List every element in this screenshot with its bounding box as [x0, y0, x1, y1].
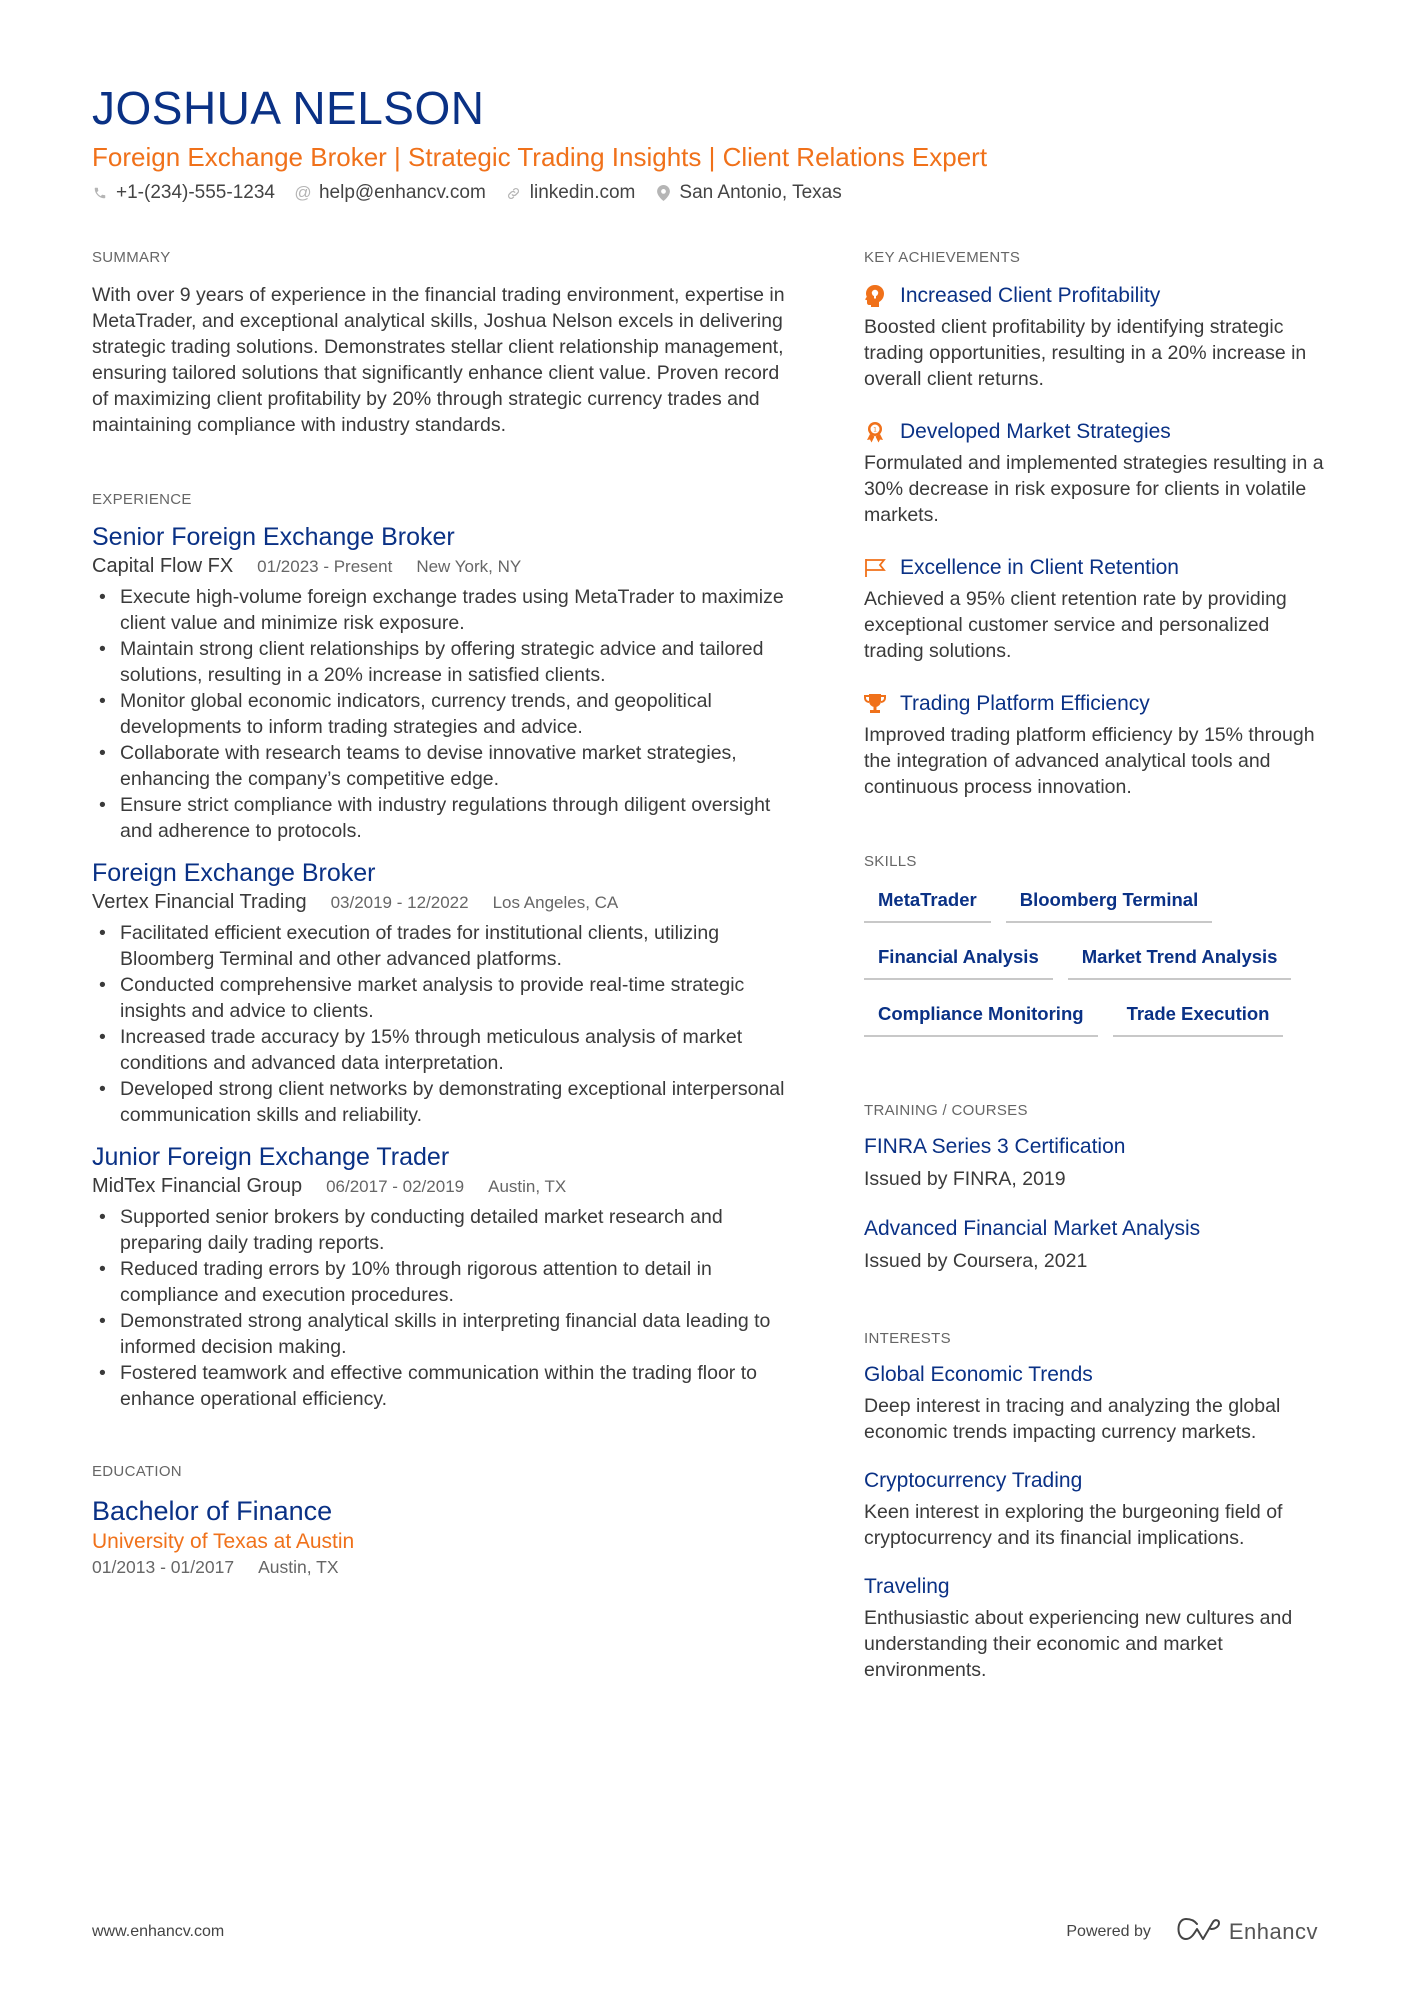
job-location: Los Angeles, CA — [492, 893, 619, 912]
bullet: • Maintain strong client relationships by offering strategic advice and tailored solutions, resulting in a 20% increase in satisfied clients. — [92, 636, 792, 688]
experience-item — [92, 1142, 792, 1412]
job-bullets — [92, 920, 792, 1128]
left-column — [92, 248, 792, 1579]
achievement-item — [864, 554, 1334, 664]
job-dates: 06/2017 - 02/2019 — [326, 1177, 465, 1196]
section-title-achievements: KEY ACHIEVEMENTS — [864, 249, 1021, 266]
skill-tag: MetaTrader — [864, 880, 991, 923]
skill-tag: Bloomberg Terminal — [1006, 880, 1213, 923]
achievement-title: Trading Platform Efficiency — [900, 692, 1150, 715]
achievement-header — [864, 690, 1334, 718]
bullet: • Increased trade accuracy by 15% through meticulous analysis of market conditions and advanced data interpretation. — [92, 1024, 792, 1076]
interest-item — [864, 1573, 1334, 1683]
contact-email[interactable] — [295, 180, 486, 206]
section-title-training: TRAINING / COURSES — [864, 1102, 1028, 1119]
head-lightbulb-icon — [864, 285, 886, 307]
contact-location — [655, 180, 841, 206]
powered-by-label: Powered by — [1066, 1922, 1151, 1940]
course-title: Advanced Financial Market Analysis — [864, 1217, 1201, 1240]
education-dates: 01/2013 - 01/2017 — [92, 1557, 235, 1577]
interest-title: Global Economic Trends — [864, 1363, 1093, 1386]
contact-email-text[interactable]: help@enhancv.com — [318, 182, 486, 203]
achievement-desc: Improved trading platform efficiency by 15% through the integration of advanced analytical tools and continuous process innovation. — [864, 724, 1315, 798]
achievements-section — [864, 248, 1334, 800]
interest-title: Cryptocurrency Trading — [864, 1469, 1083, 1492]
skills-section — [864, 852, 1334, 1051]
skill-tag: Financial Analysis — [864, 937, 1053, 980]
achievement-header — [864, 282, 1334, 310]
enhancv-logo-text: Enhancv — [1228, 1918, 1318, 1944]
training-section — [864, 1101, 1334, 1275]
degree-title: Bachelor of Finance — [92, 1496, 333, 1526]
interest-title: Traveling — [864, 1575, 950, 1598]
course-issuer: Issued by FINRA, 2019 — [864, 1168, 1066, 1190]
job-meta — [92, 889, 792, 916]
section-title-education: EDUCATION — [92, 1463, 182, 1480]
enhancv-logo[interactable] — [1177, 1918, 1318, 1945]
footer-url-link[interactable]: www.enhancv.com — [92, 1922, 225, 1940]
contact-linkedin-text[interactable]: linkedin.com — [529, 182, 636, 203]
skill-tag: Market Trend Analysis — [1068, 937, 1292, 980]
course-item — [864, 1133, 1334, 1193]
candidate-headline: Foreign Exchange Broker | Strategic Trading Insights | Client Relations Expert — [92, 142, 988, 172]
achievement-title: Developed Market Strategies — [900, 420, 1171, 443]
skill-tag: Compliance Monitoring — [864, 994, 1098, 1037]
contact-phone — [92, 180, 275, 206]
achievement-header — [864, 554, 1334, 582]
bullet: • Ensure strict compliance with industry regulations through diligent oversight and adherence to protocols. — [92, 792, 792, 844]
page-footer — [92, 1918, 1318, 1945]
phone-icon — [92, 185, 108, 201]
experience-item — [92, 858, 792, 1128]
interest-desc: Keen interest in exploring the burgeoning field of cryptocurrency and its financial implications. — [864, 1501, 1283, 1549]
job-title: Junior Foreign Exchange Trader — [92, 1143, 450, 1171]
resume-header — [92, 82, 1332, 206]
interest-item — [864, 1361, 1334, 1445]
job-meta — [92, 553, 792, 580]
course-issuer: Issued by Coursera, 2021 — [864, 1250, 1088, 1272]
award-medal-icon — [864, 421, 886, 443]
experience-section — [92, 490, 792, 1412]
section-title-skills: SKILLS — [864, 853, 917, 870]
experience-item — [92, 522, 792, 844]
bullet: • Monitor global economic indicators, currency trends, and geopolitical developments to inform trading strategies and advice. — [92, 688, 792, 740]
achievement-title: Excellence in Client Retention — [900, 556, 1179, 579]
education-meta — [92, 1555, 792, 1579]
at-icon: @ — [294, 183, 312, 202]
school-name: University of Texas at Austin — [92, 1530, 355, 1553]
job-location: New York, NY — [416, 557, 522, 576]
section-title-interests: INTERESTS — [864, 1330, 951, 1347]
job-bullets — [92, 584, 792, 844]
job-bullets — [92, 1204, 792, 1412]
bullet: • Collaborate with research teams to devise innovative market strategies, enhancing the company’s competitive edge. — [92, 740, 792, 792]
job-title: Senior Foreign Exchange Broker — [92, 523, 455, 551]
job-location: Austin, TX — [488, 1177, 567, 1196]
skill-tag: Trade Execution — [1113, 994, 1284, 1037]
contact-linkedin[interactable] — [506, 180, 636, 206]
bullet: • Fostered teamwork and effective communication within the trading floor to enhance operational efficiency. — [92, 1360, 792, 1412]
achievement-item — [864, 418, 1334, 528]
summary-text: With over 9 years of experience in the financial trading environment, expertise in MetaTrader, and exceptional analytical skills, Joshua Nelson excels in delivering strategic trading solutions. Demonstrates stellar client relationship management, ensuring tailored solutions that significantly enhance client value. Proven record of maximizing client profitability by 20% through strategic currency trades and maintaining compliance with industry standards. — [92, 284, 785, 436]
interest-desc: Deep interest in tracing and analyzing the global economic trends impacting currency markets. — [864, 1395, 1281, 1443]
right-column — [864, 248, 1334, 1683]
company-name: Vertex Financial Trading — [92, 891, 307, 913]
company-name: Capital Flow FX — [92, 555, 234, 577]
course-title: FINRA Series 3 Certification — [864, 1135, 1126, 1158]
summary-section — [92, 248, 792, 438]
section-title-summary: SUMMARY — [92, 249, 171, 266]
flag-icon — [864, 557, 886, 579]
contact-location-text: San Antonio, Texas — [679, 182, 842, 203]
achievement-header — [864, 418, 1334, 446]
achievement-item — [864, 282, 1334, 392]
job-dates: 01/2023 - Present — [257, 557, 393, 576]
interest-desc: Enthusiastic about experiencing new cultures and understanding their economic and market environments. — [864, 1607, 1293, 1681]
course-item — [864, 1215, 1334, 1275]
bullet: • Execute high-volume foreign exchange trades using MetaTrader to maximize client value and minimize risk exposure. — [92, 584, 792, 636]
job-meta — [92, 1173, 792, 1200]
trophy-icon — [864, 693, 886, 715]
bullet: • Conducted comprehensive market analysis to provide real-time strategic insights and advice to clients. — [92, 972, 792, 1024]
bullet: • Supported senior brokers by conducting detailed market research and preparing daily trading reports. — [92, 1204, 792, 1256]
achievement-desc: Formulated and implemented strategies resulting in a 30% decrease in risk exposure for clients in volatile markets. — [864, 452, 1324, 526]
bullet: • Developed strong client networks by demonstrating exceptional interpersonal communication skills and reliability. — [92, 1076, 792, 1128]
job-dates: 03/2019 - 12/2022 — [330, 893, 469, 912]
location-pin-icon — [655, 185, 671, 201]
candidate-name: JOSHUA NELSON — [92, 82, 485, 134]
contact-phone-text: +1-(234)-555-1234 — [116, 182, 275, 203]
education-location: Austin, TX — [258, 1557, 339, 1577]
education-section — [92, 1462, 792, 1579]
link-icon — [506, 185, 522, 201]
interests-section — [864, 1329, 1334, 1683]
company-name: MidTex Financial Group — [92, 1175, 303, 1197]
job-title: Foreign Exchange Broker — [92, 859, 376, 887]
bullet: • Demonstrated strong analytical skills in interpreting financial data leading to informed decision making. — [92, 1308, 792, 1360]
achievement-title: Increased Client Profitability — [900, 284, 1161, 307]
achievement-item — [864, 690, 1334, 800]
powered-by — [1066, 1918, 1318, 1945]
interest-item — [864, 1467, 1334, 1551]
bullet: • Reduced trading errors by 10% through rigorous attention to detail in compliance and execution procedures. — [92, 1256, 792, 1308]
svg-text:1: 1 — [873, 426, 877, 434]
achievement-desc: Achieved a 95% client retention rate by providing exceptional customer service and personalized trading solutions. — [864, 588, 1287, 662]
bullet: • Facilitated efficient execution of trades for institutional clients, utilizing Bloomberg Terminal and other advanced platforms. — [92, 920, 792, 972]
section-title-experience: EXPERIENCE — [92, 491, 192, 508]
achievement-desc: Boosted client profitability by identifying strategic trading opportunities, resulting in a 20% increase in overall client returns. — [864, 316, 1307, 390]
contact-row — [92, 180, 1332, 206]
skills-list — [864, 880, 1334, 1051]
enhancv-logo-icon — [1177, 1918, 1221, 1945]
